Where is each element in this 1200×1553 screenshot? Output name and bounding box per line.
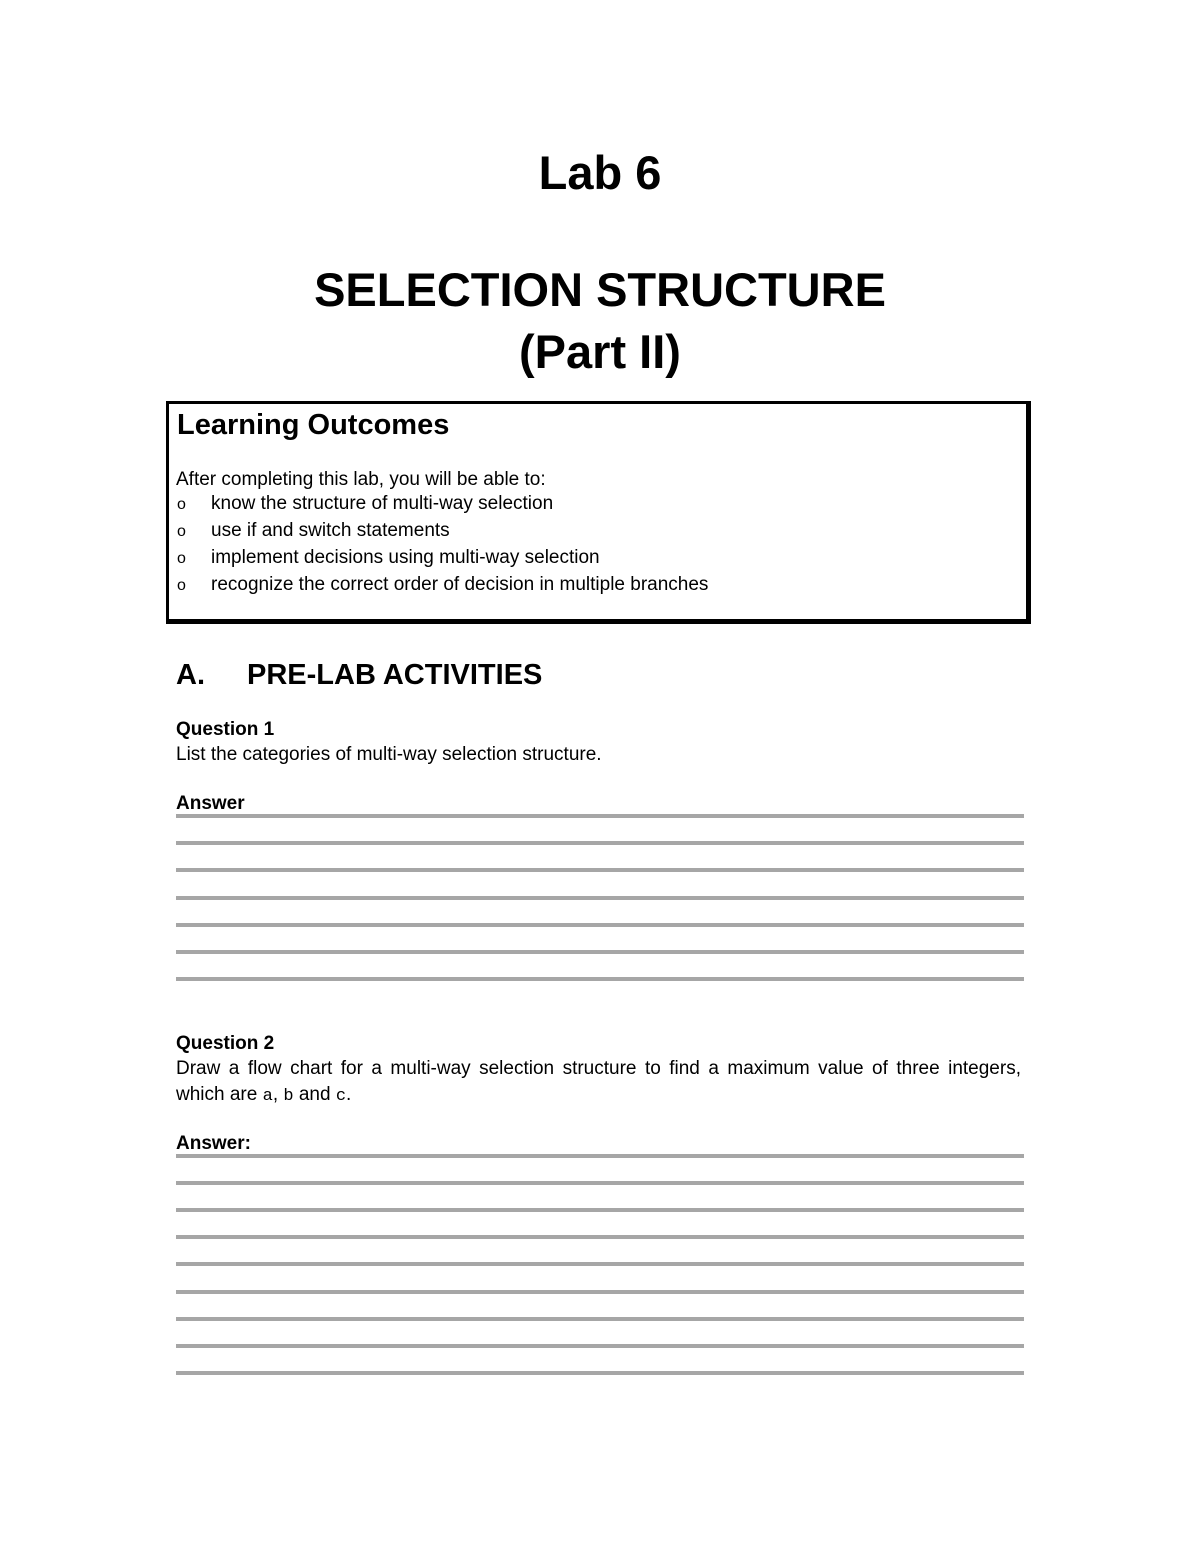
bullet-icon: o (177, 496, 186, 513)
learning-outcome-text: use if and switch statements (211, 520, 450, 541)
bullet-icon: o (177, 523, 186, 540)
variable-c: c (335, 1087, 347, 1106)
lab-number: Lab 6 (538, 146, 662, 199)
answer-line (176, 868, 1024, 872)
page-title: SELECTION STRUCTURE (314, 263, 886, 316)
answer-line (176, 896, 1024, 900)
page-subtitle: (Part II) (519, 325, 681, 378)
bullet-icon: o (177, 550, 186, 567)
learning-outcomes-heading: Learning Outcomes (177, 409, 450, 441)
answer-line (176, 814, 1024, 818)
section-heading: PRE-LAB ACTIVITIES (247, 659, 543, 691)
answer-line (176, 1344, 1024, 1348)
answer-line (176, 841, 1024, 845)
answer-line (176, 1317, 1024, 1321)
question-2-text (176, 1056, 1021, 1110)
question-1-label: Question 1 (176, 719, 275, 740)
answer-line (176, 923, 1024, 927)
section-letter: A. (176, 659, 205, 691)
question-2-period: . (346, 1084, 352, 1105)
question-2-label: Question 2 (176, 1033, 275, 1054)
answer-line (176, 977, 1024, 981)
question-2-separator: , (272, 1084, 284, 1105)
question-1-answer-label: Answer (176, 793, 245, 814)
question-2-answer-label: Answer: (176, 1133, 251, 1154)
question-2-text-main: Draw a flow chart for a multi-way selection structure to find a maximum value of three integers, which are (176, 1058, 1021, 1105)
variable-b: b (283, 1087, 294, 1106)
learning-outcome-text: know the structure of multi-way selection (211, 493, 554, 514)
question-1-text: List the categories of multi-way selection structure. (176, 744, 602, 765)
answer-line (176, 1208, 1024, 1212)
answer-line (176, 1235, 1024, 1239)
answer-line (176, 1181, 1024, 1185)
bullet-icon: o (177, 577, 186, 594)
answer-line (176, 1154, 1024, 1158)
learning-outcome-text: implement decisions using multi-way selection (211, 547, 600, 568)
variable-a: a (262, 1087, 273, 1106)
learning-outcomes-intro: After completing this lab, you will be able to: (176, 469, 546, 490)
answer-line (176, 1371, 1024, 1375)
answer-line (176, 1262, 1024, 1266)
learning-outcome-text: recognize the correct order of decision in multiple branches (211, 574, 709, 595)
answer-line (176, 1290, 1024, 1294)
answer-line (176, 950, 1024, 954)
question-2-separator: and (293, 1084, 336, 1105)
